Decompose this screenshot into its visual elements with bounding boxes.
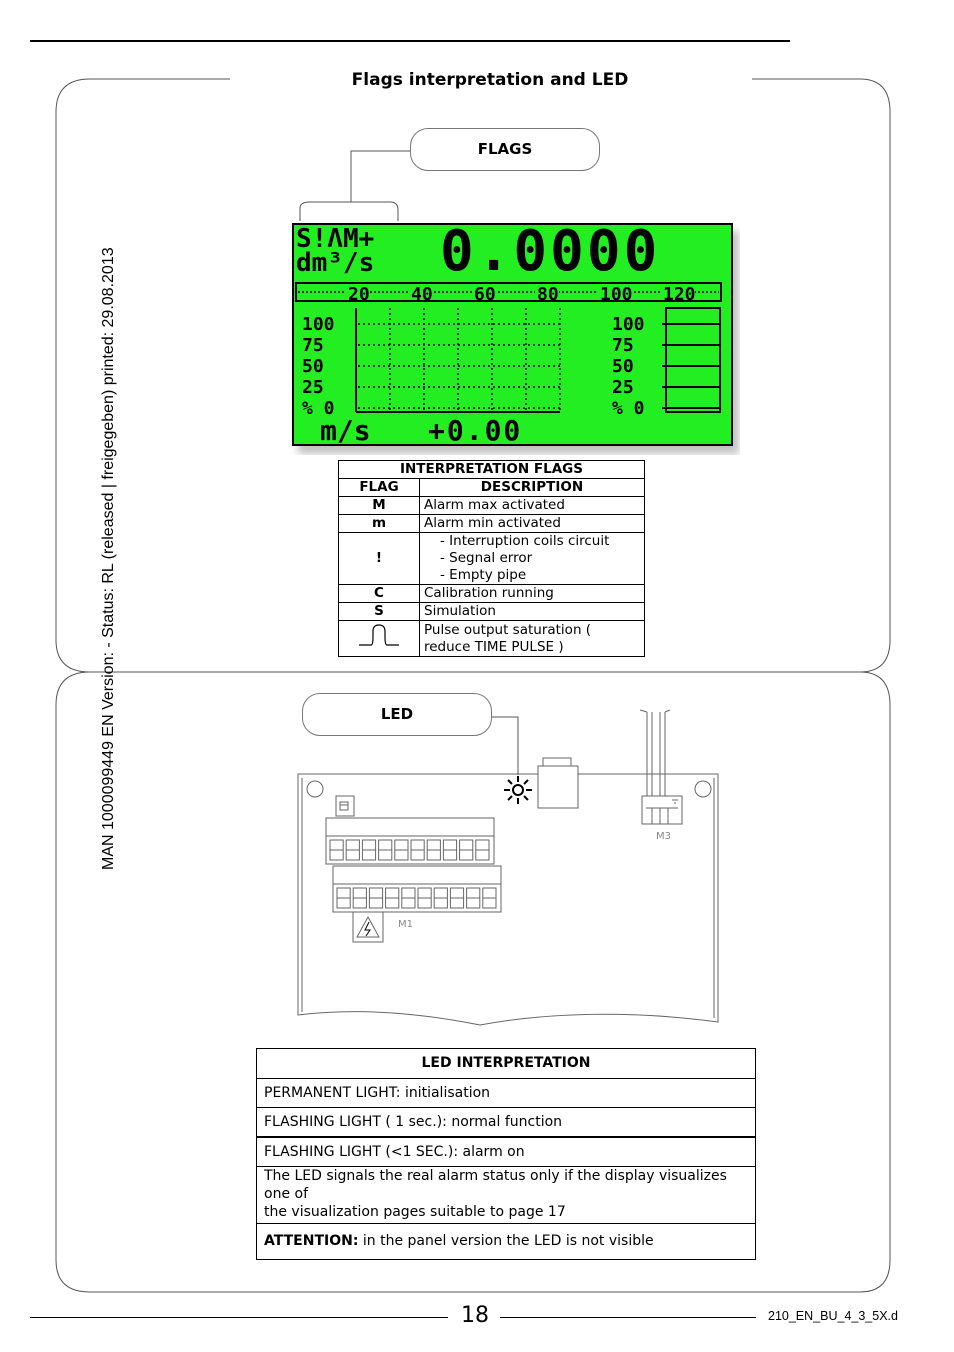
desc-line: - Interruption coils circuit [440,533,610,549]
scale-tick-label: 100 [600,284,633,305]
flags-callout: FLAGS [410,128,600,171]
warning-icon [353,912,383,942]
terminal-strip-lower [333,866,501,912]
led-row-permanent: PERMANENT LIGHT: initialisation [257,1078,755,1107]
desc-line: reduce TIME PULSE ) [424,638,564,655]
led-sun-icon [504,776,532,804]
desc-cell [420,621,645,657]
lcd-unit-row: dm³/s [296,248,375,278]
flags-table [338,460,645,657]
desc-cell: Alarm max activated [420,497,645,515]
attention-label: ATTENTION: [264,1233,359,1249]
flag-cell: C [339,585,420,603]
bar-axis-label: 100 [612,314,645,335]
table-row [339,621,645,657]
note-line: the visualization pages suitable to page 17 [264,1204,566,1220]
flag-cell: S [339,603,420,621]
attention-text: in the panel version the LED is not visible [358,1233,654,1249]
bar-axis-label: 50 [612,356,634,377]
flags-col-flag: FLAG [339,479,420,497]
desc-line: Pulse output saturation ( [424,621,592,638]
scale-tick-label: 60 [474,284,496,305]
desc-cell: Calibration running [420,585,645,603]
graph-axis-label: 75 [302,335,324,356]
table-row [339,515,645,533]
lcd-bottom-value: +0.00 [428,414,523,447]
bar-axis-label: 75 [612,335,634,356]
page-title: Flags interpretation and LED [351,70,629,90]
led-row-flashing-normal: FLASHING LIGHT ( 1 sec.): normal function [257,1107,755,1136]
lcd-flags-row: S!ΛM+ [296,224,375,254]
desc-cell: Alarm min activated [420,515,645,533]
led-table-title: LED INTERPRETATION [421,1055,591,1071]
bar-axis-label: 25 [612,377,634,398]
flag-cell: ! [339,533,420,585]
flags-table-title: INTERPRETATION FLAGS [339,461,645,479]
graph-axis-label: 100 [302,314,335,335]
note-line: The LED signals the real alarm status only if the display visualizes one of [264,1168,727,1202]
desc-line: - Segnal error [440,550,533,566]
graph-axis-label: 50 [302,356,324,377]
scale-tick-label: 80 [537,284,559,305]
led-row-flashing-alarm: FLASHING LIGHT (<1 SEC.): alarm on [257,1136,755,1166]
led-row-note [257,1166,755,1223]
footer-rule-right [500,1317,756,1318]
lcd-display [290,220,740,455]
flag-cell [339,621,420,657]
scale-tick-label: 20 [348,284,370,305]
table-row [339,603,645,621]
desc-cell: Simulation [420,603,645,621]
terminal-strip-upper [326,818,494,864]
scale-tick-label: 40 [411,284,433,305]
footer-rule-left [30,1317,448,1318]
graph-axis-label: % 0 [302,398,335,419]
side-status-text: MAN 1000099449 EN Version: - Status: RL (released | freigegeben) printed: 29.08.2013 [100,247,117,870]
scale-tick-label: 120 [663,284,696,305]
pulse-icon [357,621,401,651]
doc-code: 210_EN_BU_4_3_5X.d [768,1309,898,1323]
flag-cell: m [339,515,420,533]
desc-line: - Empty pipe [440,567,527,583]
flags-col-desc: DESCRIPTION [420,479,645,497]
led-callout: LED [302,693,492,736]
led-row-attention [257,1223,755,1259]
desc-cell [420,533,645,585]
m1-label: M1 [398,919,413,930]
table-row [339,497,645,515]
bar-axis-label: % 0 [612,398,645,419]
flag-cell: M [339,497,420,515]
table-row [339,533,645,585]
page-number: 18 [461,1303,489,1328]
table-row [339,585,645,603]
lcd-bottom-unit: m/s [320,414,371,447]
m3-label: M3 [656,831,671,842]
graph-axis-label: 25 [302,377,324,398]
electronic-board [290,700,730,1030]
led-table [256,1048,756,1260]
lcd-main-value: 0.0000 [440,220,661,284]
